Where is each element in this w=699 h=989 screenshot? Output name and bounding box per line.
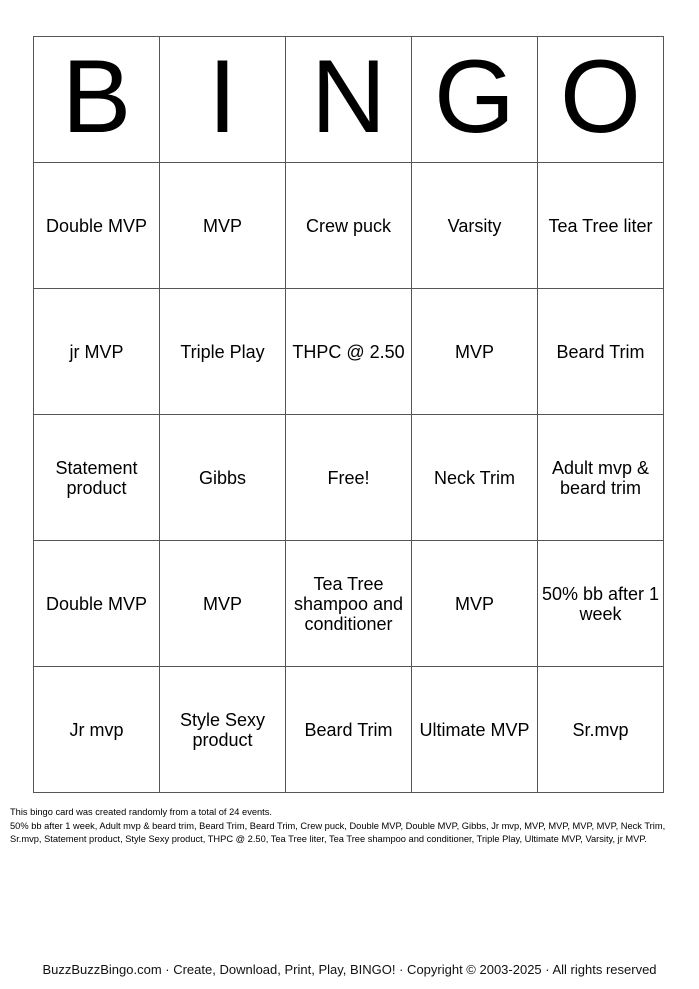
- bingo-cell: Statement product: [34, 415, 160, 541]
- card-info-event-list: 50% bb after 1 week, Adult mvp & beard trim, Beard Trim, Beard Trim, Crew puck, Double MVP, Double MVP, Gibbs, Jr mvp, MVP, MVP, MVP, MVP, Neck Trim, Sr.mvp, Statement product, Style Sexy product, THPC @ 2.50, Tea Tree liter, Tea Tree shampoo and conditioner, Triple Play, Ultimate MVP, Varsity, jr MVP.: [10, 820, 666, 844]
- bingo-cell: Tea Tree shampoo and conditioner: [286, 541, 412, 667]
- bingo-free-cell: Free!: [286, 415, 412, 541]
- bingo-row: [34, 541, 664, 667]
- bingo-cell: 50% bb after 1 week: [538, 541, 664, 667]
- bingo-letter-i: I: [160, 37, 286, 163]
- bingo-row: [34, 289, 664, 415]
- card-info: [10, 806, 690, 847]
- bingo-row: [34, 667, 664, 793]
- bingo-cell: Double MVP: [34, 163, 160, 289]
- bingo-cell: Beard Trim: [538, 289, 664, 415]
- bingo-row: [34, 163, 664, 289]
- bingo-header-row: [34, 37, 664, 163]
- bingo-cell: Adult mvp & beard trim: [538, 415, 664, 541]
- card-info-summary: This bingo card was created randomly from a total of 24 events.: [10, 807, 272, 817]
- bingo-cell: MVP: [412, 541, 538, 667]
- bingo-letter-g: G: [412, 37, 538, 163]
- bingo-row: [34, 415, 664, 541]
- bingo-letter-b: B: [34, 37, 160, 163]
- bingo-cell: Style Sexy product: [160, 667, 286, 793]
- bingo-letter-o: O: [538, 37, 664, 163]
- bingo-cell: Neck Trim: [412, 415, 538, 541]
- bingo-letter-n: N: [286, 37, 412, 163]
- bingo-cell: MVP: [160, 163, 286, 289]
- bingo-cell: MVP: [412, 289, 538, 415]
- bingo-cell: Triple Play: [160, 289, 286, 415]
- bingo-cell: Varsity: [412, 163, 538, 289]
- bingo-cell: THPC @ 2.50: [286, 289, 412, 415]
- footer-copyright: BuzzBuzzBingo.com · Create, Download, Print, Play, BINGO! · Copyright © 2003-2025 · All rights reserved: [42, 962, 657, 977]
- bingo-cell: jr MVP: [34, 289, 160, 415]
- bingo-cell: Beard Trim: [286, 667, 412, 793]
- bingo-cell: Gibbs: [160, 415, 286, 541]
- bingo-cell: Sr.mvp: [538, 667, 664, 793]
- bingo-cell: Crew puck: [286, 163, 412, 289]
- bingo-cell: Ultimate MVP: [412, 667, 538, 793]
- bingo-cell: Jr mvp: [34, 667, 160, 793]
- bingo-cell: Tea Tree liter: [538, 163, 664, 289]
- bingo-cell: Double MVP: [34, 541, 160, 667]
- bingo-card: [33, 36, 664, 793]
- bingo-cell: MVP: [160, 541, 286, 667]
